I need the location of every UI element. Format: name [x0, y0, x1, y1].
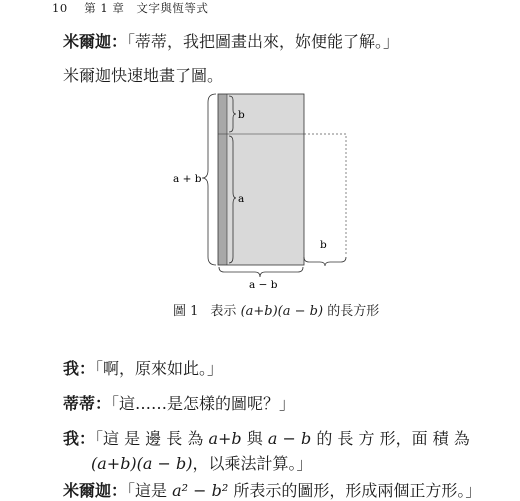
math-a-plus-b: a+b	[208, 429, 242, 448]
dialogue-text: 「這 是 邊 長 為	[95, 429, 204, 448]
label-a-minus-b: a − b	[249, 279, 278, 291]
caption-text: 表示	[210, 304, 237, 319]
speaker-tetra: 蒂蒂：	[63, 394, 112, 413]
brace-a-minus-b	[219, 267, 303, 277]
speaker-me: 我：	[63, 429, 96, 448]
dialogue-line-5	[63, 426, 470, 449]
dialogue-text: 的 長 方 形，面 積 為	[316, 429, 470, 448]
dialogue-text: ，以乘法計算。」	[192, 454, 313, 473]
caption-math: (a+b)(a − b)	[240, 304, 324, 319]
dialogue-text: 「這是	[127, 481, 168, 500]
narration-text: 米爾迦快速地畫了圖。	[63, 66, 224, 85]
speaker-me: 我：	[63, 359, 96, 378]
dialogue-line-3	[63, 356, 223, 379]
dialogue-text: 「啊，原來如此。」	[95, 359, 224, 378]
brace-b-right	[304, 257, 346, 266]
math-a-minus-b: a − b	[267, 429, 312, 448]
figure-caption	[173, 300, 379, 319]
speaker-miruka: 米爾迦：	[63, 481, 128, 500]
dialogue-line-5-cont	[91, 451, 313, 474]
chapter-title: 第 1 章 文字與恆等式	[84, 1, 209, 15]
caption-number: 圖 1	[173, 304, 199, 319]
math-difference-of-squares: a² − b²	[172, 481, 229, 500]
label-b-top: b	[238, 109, 245, 121]
dialogue-text: 「這……是怎樣的圖呢？」	[111, 394, 296, 413]
shaded-strip	[218, 94, 227, 265]
math-product: (a+b)(a − b)	[91, 454, 193, 473]
dialogue-text: 所表示的圖形，形成兩個正方形。」	[233, 481, 482, 500]
label-a: a	[238, 193, 245, 205]
speaker-miruka: 米爾迦：	[63, 32, 128, 51]
dialogue-line-4	[63, 391, 295, 414]
dialogue-text: 與	[246, 429, 263, 448]
dashed-outline	[304, 134, 346, 255]
page-number: 10	[52, 1, 68, 15]
caption-suffix: 的長方形	[327, 304, 380, 319]
label-b-right: b	[320, 239, 327, 251]
shaded-rectangle	[218, 94, 304, 265]
dialogue-line-6	[63, 478, 481, 501]
label-a-plus-b: a + b	[173, 173, 202, 185]
brace-a-plus-b	[202, 94, 216, 265]
dialogue-text: 「蒂蒂，我把圖畫出來，妳便能了解。」	[127, 32, 400, 51]
